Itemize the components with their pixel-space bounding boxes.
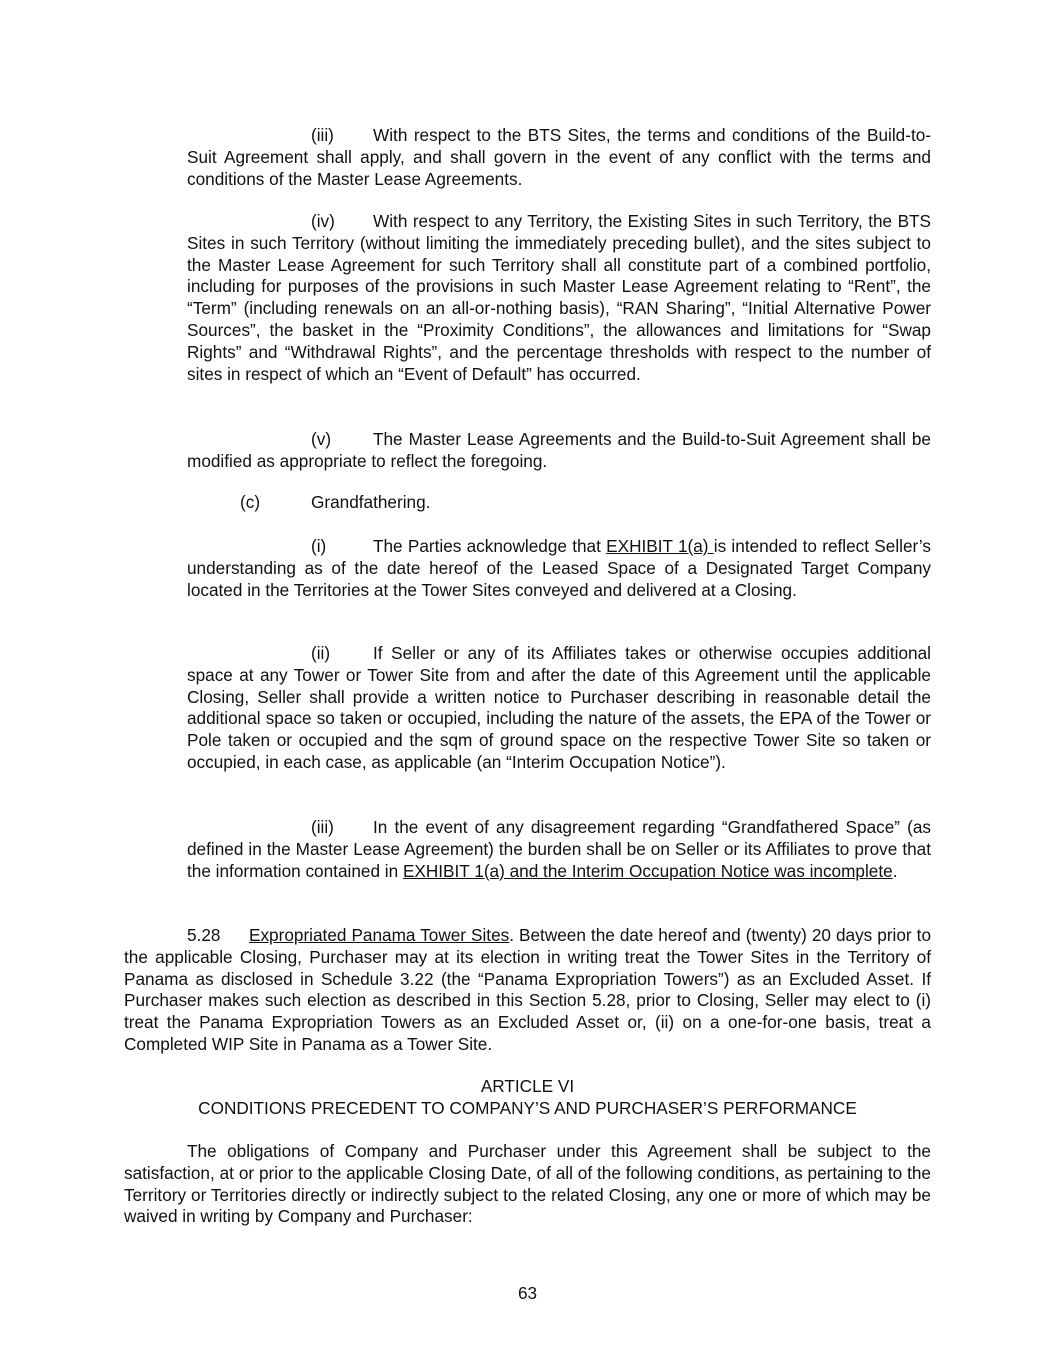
- paragraph-i-exhibit: [187, 536, 931, 601]
- paragraph-number: (iii): [311, 817, 334, 837]
- paragraph-text: .: [892, 860, 898, 881]
- section-5-28: [124, 925, 931, 1056]
- paragraph-text: The obligations of Company and Purchaser under this Agreement shall be subject to the satisfaction, at or prior to the applicable Closing Date, of all of the following conditions, as pertaining to the Territory or Territories directly or indirectly subject to the related Closing, any one or more of which may be waived in writing by Company and Purchaser:: [124, 1141, 931, 1227]
- heading-text: Grandfathering.: [311, 492, 431, 512]
- paragraph-number: (i): [311, 536, 327, 556]
- paragraph-text: The Master Lease Agreements and the Build-to-Suit Agreement shall be modified as appropriate to reflect the foregoing.: [187, 429, 931, 471]
- paragraph-text: In the event of any disagreement regarding “Grandfathered Space” (as defined in the Master Lease Agreement) the burden shall be on Seller or its Affiliates to prove that the information contained in: [187, 817, 931, 881]
- heading-c-grandfathering: [187, 492, 931, 514]
- paragraph-text: is intended to reflect Seller’s understanding as of the date hereof of the Leased Space of a Designated Target Company located in the Territories at the Tower Sites conveyed and delivered at a Closing.: [187, 536, 931, 600]
- paragraph-iii-bts-sites: [187, 125, 931, 190]
- paragraph-text: With respect to the BTS Sites, the terms and conditions of the Build-to-Suit Agreement shall apply, and shall govern in the event of any conflict with the terms and conditions of the Master Lease Agreements.: [187, 125, 931, 189]
- exhibit-reference: EXHIBIT 1(a): [606, 536, 714, 556]
- paragraph-text: If Seller or any of its Affiliates takes or otherwise occupies additional space at any Tower or Tower Site from and after the date of this Agreement until the applicable Closing, Seller shall provide a written notice to Purchaser describing in reasonable detail the additional space so taken or occupied, including the nature of the assets, the EPA of the Tower or Pole taken or occupied and the sqm of ground space on the respective Tower Site so taken or occupied, in each case, as applicable (an “Interim Occupation Notice”).: [187, 643, 931, 772]
- obligations-paragraph: [124, 1141, 931, 1228]
- paragraph-iii-disagreement: [187, 817, 931, 882]
- paragraph-number: (c): [240, 492, 261, 512]
- paragraph-ii-seller: [187, 643, 931, 774]
- paragraph-number: (v): [311, 429, 332, 449]
- paragraph-number: (iii): [311, 125, 334, 145]
- paragraph-text: With respect to any Territory, the Existing Sites in such Territory, the BTS Sites in such Territory (without limiting the immediately preceding bullet), and the sites subject to the Master Lease Agreement for such Territory shall all constitute part of a combined portfolio, including for purposes of the provisions in such Master Lease Agreement relating to “Rent”, the “Term” (including renewals on an all-or-nothing basis), “RAN Sharing”, “Initial Alternative Power Sources”, the basket in the “Proximity Conditions”, the allowances and limitations for “Swap Rights” and “Withdrawal Rights”, and the percentage thresholds with respect to the number of sites in respect of which an “Event of Default” has occurred.: [187, 211, 931, 384]
- section-heading: Expropriated Panama Tower Sites: [249, 925, 510, 945]
- paragraph-text: The Parties acknowledge that: [373, 536, 607, 556]
- section-text: . Between the date hereof and (twenty) 20 days prior to the applicable Closing, Purchaser may at its election in writing treat the Tower Sites in the Territory of Panama as disclosed in Schedule 3.22 (the “Panama Expropriation Towers”) as an Excluded Asset. If Purchaser makes such election as described in this Section 5.28, prior to Closing, Seller may elect to (i) treat the Panama Expropriation Towers as an Excluded Asset or, (ii) on a one-for-one basis, treat a Completed WIP Site in Panama as a Tower Site.: [124, 925, 932, 1054]
- article-title: CONDITIONS PRECEDENT TO COMPANY’S AND PURCHASER’S PERFORMANCE: [198, 1098, 857, 1118]
- section-number: 5.28: [187, 925, 221, 945]
- paragraph-number: (ii): [311, 643, 331, 663]
- paragraph-v-modified: [187, 429, 931, 473]
- paragraph-number: (iv): [311, 211, 335, 231]
- paragraph-iv-territory: [187, 211, 931, 385]
- exhibit-reference: EXHIBIT 1(a) and the Interim Occupation Notice was incomplete: [402, 860, 893, 881]
- article-number: ARTICLE VI: [480, 1076, 575, 1096]
- page-number: 63: [517, 1283, 538, 1303]
